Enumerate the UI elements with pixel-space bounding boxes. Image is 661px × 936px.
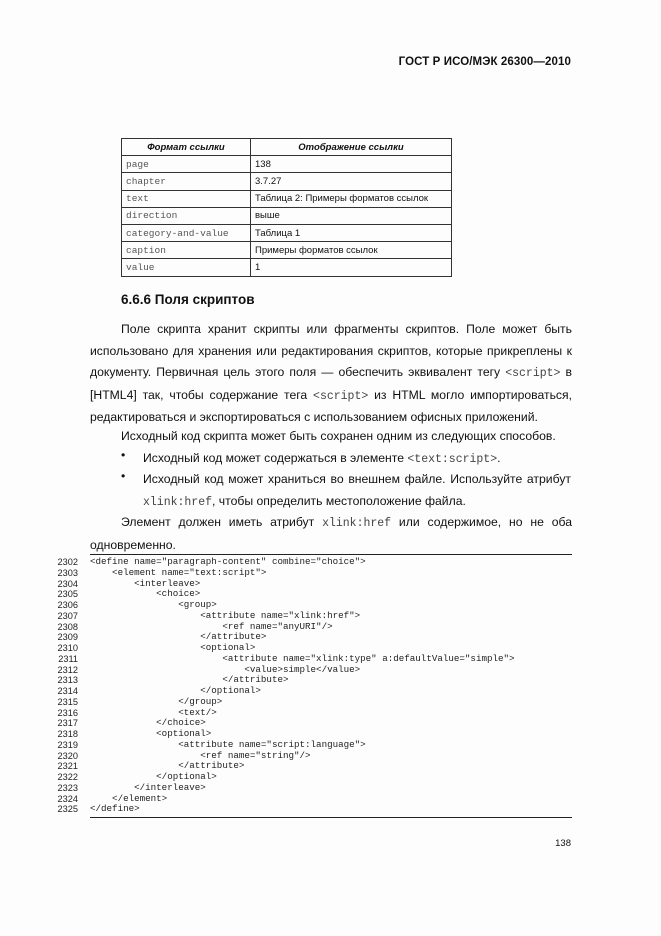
code-line-number: 2306 — [57, 600, 78, 610]
code-line-number: 2302 — [57, 557, 78, 567]
table-row — [122, 207, 452, 224]
text-run: Исходный код может храниться во внешнем файле. Используйте атрибут — [143, 472, 571, 486]
code-line-number: 2312 — [57, 664, 78, 675]
table-row — [122, 242, 452, 259]
format-cell: chapter — [122, 173, 251, 190]
bullet-marker: • — [121, 448, 126, 462]
code-line-number: 2322 — [57, 772, 78, 782]
bullet-marker: • — [121, 469, 126, 483]
table-header-cell: Формат ссылки — [122, 139, 251, 156]
code-line-number: 2317 — [57, 718, 78, 729]
section-title: 6.6.6 Поля скриптов — [121, 292, 255, 307]
text-run: или содержимое, но не оба одновременно. — [90, 515, 573, 552]
table-header-row — [122, 139, 452, 156]
code-line-number: 2319 — [57, 739, 78, 750]
code-line-number: 2307 — [57, 610, 78, 621]
code-line-number: 2320 — [57, 750, 78, 761]
code-top-rule — [90, 554, 572, 555]
code-line-number: 2323 — [57, 782, 78, 793]
text-run: , чтобы определить местоположение файла. — [212, 493, 466, 508]
display-cell: 1 — [251, 259, 452, 276]
format-cell: direction — [122, 207, 251, 224]
paragraph-storage-methods: Исходный код скрипта может быть сохранен одним из следующих способов. — [121, 429, 556, 443]
table-row — [122, 224, 452, 241]
code-listing: <define name="paragraph-content" combine="choice"> <element name="text:script"> <interleave> <choice> <group> <attribute name="xlink:href"> <ref name="anyURI"/> </attribute> <optional> <attribute name="xlink:type" a:defaultValue="simple"> <value>simple</value> </attribute> </optional> </group> <text/> </choice> <optional> <attribute name="script:language"> <ref name="string"/> </attribute> </optional> </interleave> </element> </define> — [90, 556, 515, 815]
code-line-number: 2315 — [57, 696, 78, 707]
code-line-number: 2318 — [57, 729, 78, 739]
format-cell: value — [122, 259, 251, 276]
bullet-item — [143, 448, 571, 471]
reference-format-table — [121, 138, 452, 277]
format-cell: text — [122, 190, 251, 207]
code-line-number: 2309 — [57, 632, 78, 643]
text-run: в [HTML4] так, чтобы содержание тега — [90, 365, 572, 402]
code-bottom-rule — [90, 817, 572, 818]
table-row — [122, 156, 452, 173]
display-cell: Таблица 1 — [251, 224, 452, 241]
code-line-number: 2310 — [57, 643, 78, 653]
display-cell: 3.7.27 — [251, 173, 452, 190]
code-line-number: 2304 — [57, 578, 78, 589]
code-line-number: 2325 — [57, 804, 78, 815]
format-cell: category-and-value — [122, 224, 251, 241]
text-run: из HTML могло импортироваться, редактироваться и экспортироваться с использованием офисных приложений. — [90, 387, 573, 424]
paragraph-intro — [90, 319, 572, 429]
table-header-cell: Отображение ссылки — [251, 139, 452, 156]
format-cell: page — [122, 156, 251, 173]
format-cell: caption — [122, 242, 251, 259]
code-line-number: 2311 — [58, 653, 78, 664]
standard-header: ГОСТ Р ИСО/МЭК 26300—2010 — [398, 56, 571, 68]
table-row — [122, 173, 452, 190]
code-line-number: 2324 — [57, 793, 78, 804]
display-cell: 138 — [251, 156, 452, 173]
text-run: Поле скрипта хранит скрипты или фрагменты скриптов. Поле может быть использовано для хранения или редактирования скриптов, которые прикреплены к документу. Первичная цель этого поля — обеспечить эквивалент тегу — [90, 322, 572, 379]
code-line-number: 2314 — [57, 686, 78, 696]
inline-code: <text:script> — [407, 453, 498, 466]
page-number: 138 — [555, 838, 571, 849]
table-row — [122, 190, 452, 207]
code-line-number: 2305 — [57, 589, 78, 600]
inline-code: <script> — [505, 367, 561, 380]
text-run: Исходный код может содержаться в элементе — [143, 451, 408, 465]
code-line-number: 2303 — [57, 567, 78, 578]
text-run: Элемент должен иметь атрибут — [121, 515, 323, 529]
inline-code: <script> — [313, 389, 369, 403]
display-cell: Примеры форматов ссылок — [251, 242, 452, 259]
code-line-number: 2313 — [57, 675, 78, 686]
display-cell: Таблица 2: Примеры форматов ссылок — [251, 190, 452, 207]
display-cell: выше — [251, 207, 452, 224]
paragraph-attribute-rule — [90, 512, 572, 556]
code-line-number: 2308 — [57, 621, 78, 632]
bullet-item — [143, 469, 571, 513]
inline-code: xlink:href — [143, 495, 213, 509]
code-line-number: 2316 — [57, 707, 78, 718]
inline-code: xlink:href — [322, 517, 392, 530]
table-row — [122, 259, 452, 276]
code-line-numbers — [52, 557, 78, 815]
text-run: . — [497, 451, 501, 465]
code-line-number: 2321 — [57, 761, 78, 772]
